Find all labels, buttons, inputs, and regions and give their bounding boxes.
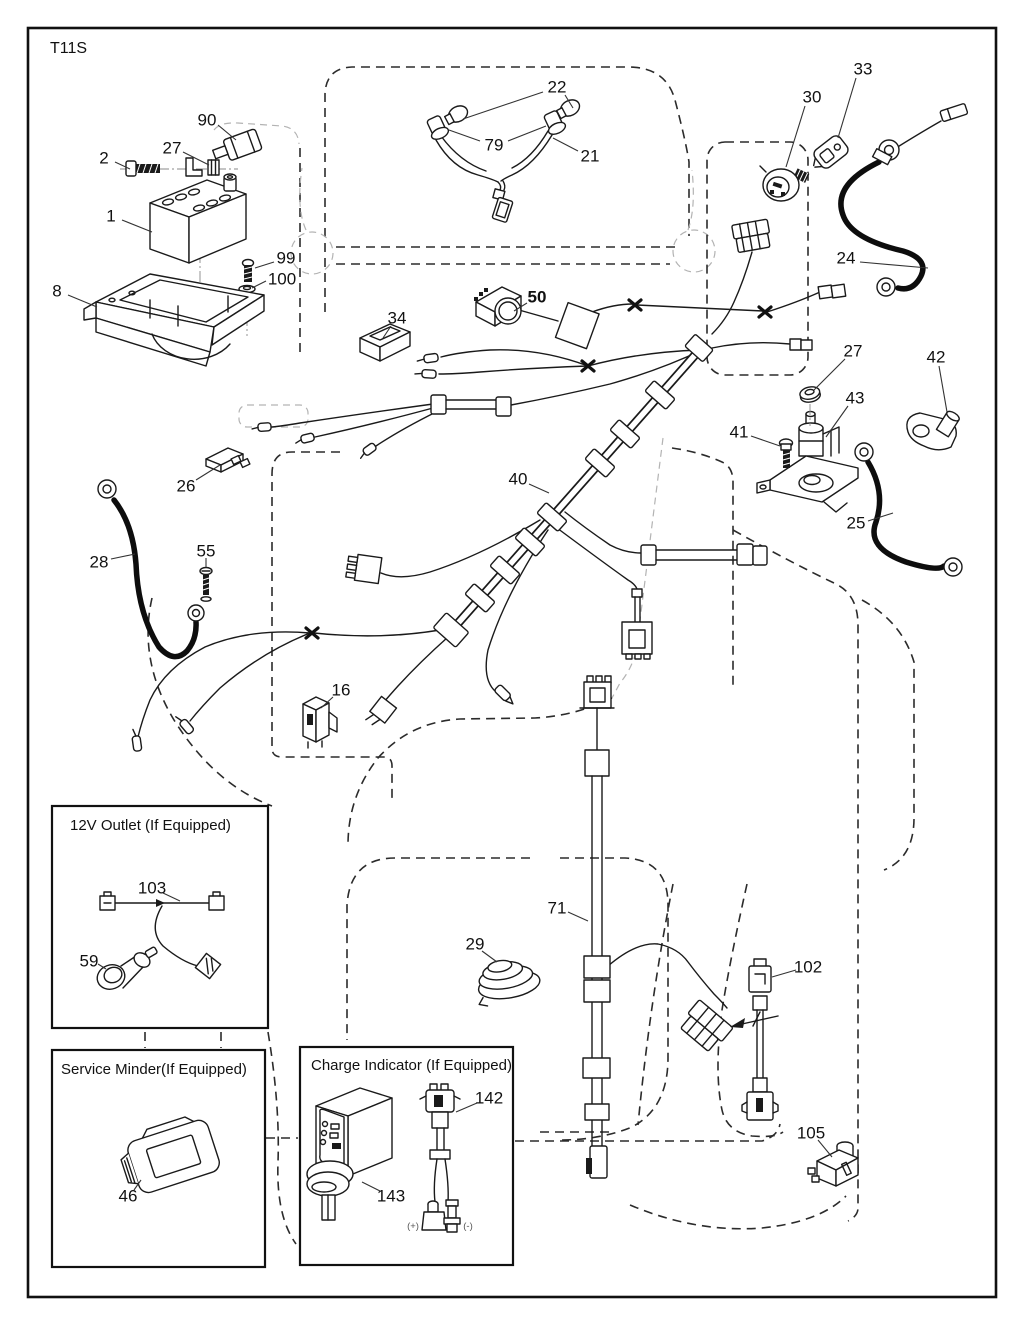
svg-text:43: 43 — [845, 388, 865, 408]
svg-text:16: 16 — [331, 680, 351, 700]
svg-text:100: 100 — [267, 269, 297, 289]
main-harness-40 — [433, 334, 713, 647]
headlight-harness — [425, 97, 583, 142]
callout-55 — [197, 542, 216, 568]
callout-102 — [772, 958, 822, 978]
svg-text:50: 50 — [527, 287, 547, 307]
svg-text:26: 26 — [176, 476, 196, 496]
svg-text:28: 28 — [89, 552, 109, 572]
terminal-boot-42 — [907, 409, 961, 449]
callout-33 — [838, 60, 872, 139]
fuse-26 — [206, 448, 250, 472]
svg-text:103: 103 — [137, 878, 167, 898]
callout-99 — [255, 249, 295, 269]
figure-code: T11S — [50, 40, 88, 57]
svg-text:30: 30 — [802, 87, 822, 107]
switch-105 — [808, 1142, 858, 1186]
callout-40 — [509, 470, 549, 494]
callout-21 — [553, 138, 599, 166]
inset-12v-outlet — [52, 806, 268, 1028]
bolt-99 — [243, 260, 254, 283]
battery-cable-25 — [855, 443, 962, 576]
callout-1 — [106, 207, 152, 233]
solenoid-43 — [757, 412, 858, 513]
svg-text:33: 33 — [853, 59, 873, 79]
connectors — [131, 189, 846, 752]
inset-charge-indicator — [300, 1047, 513, 1265]
stem-connector — [622, 589, 652, 659]
svg-text:55: 55 — [196, 541, 216, 561]
svg-text:99: 99 — [276, 248, 296, 268]
svg-text:29: 29 — [465, 934, 485, 954]
svg-text:1: 1 — [106, 206, 116, 226]
svg-text:41: 41 — [729, 422, 749, 442]
headlight-bulb-left — [443, 103, 470, 127]
svg-text:24: 24 — [836, 248, 856, 268]
service-minder-title: Service Minder(If Equipped) — [61, 1061, 247, 1078]
spade-terminal — [940, 103, 968, 121]
ignition-switch — [760, 166, 809, 201]
callout-26 — [177, 465, 220, 496]
svg-text:34: 34 — [387, 308, 407, 328]
svg-text:42: 42 — [926, 347, 946, 367]
callout-105 — [797, 1124, 832, 1158]
charge-indicator-title: Charge Indicator (If Equipped) — [311, 1057, 512, 1074]
ground-cable-28 — [98, 480, 204, 657]
interlock-switch-16 — [303, 697, 337, 748]
svg-text:90: 90 — [197, 110, 217, 130]
battery-cable-24 — [841, 103, 968, 296]
svg-text:21: 21 — [580, 146, 600, 166]
inline-fuse-a — [431, 395, 511, 416]
callout-100 — [252, 270, 296, 289]
polarity-positive-label: (+) — [407, 1221, 419, 1232]
battery-tray — [84, 274, 264, 366]
callout-27 — [814, 342, 862, 391]
horn-29 — [472, 954, 542, 1007]
callout-71 — [548, 899, 588, 922]
svg-text:27: 27 — [843, 341, 863, 361]
svg-text:2: 2 — [99, 148, 109, 168]
polarity-negative-label: (-) — [463, 1221, 473, 1232]
screw-55 — [200, 568, 212, 602]
svg-text:143: 143 — [376, 1186, 406, 1206]
callout-42 — [927, 348, 947, 413]
bolt-41 — [780, 439, 793, 468]
svg-text:102: 102 — [793, 957, 823, 977]
hour-meter-50 — [474, 287, 521, 326]
ignition-key — [807, 133, 850, 174]
three-prong-connector — [346, 553, 382, 583]
callout-79 — [449, 126, 546, 155]
nut-27-solenoid — [799, 385, 822, 426]
callout-28 — [90, 553, 135, 572]
switch-34 — [360, 324, 410, 361]
plate-connector — [555, 303, 599, 349]
svg-text:71: 71 — [547, 898, 567, 918]
12v-outlet-box — [52, 806, 268, 1028]
svg-text:46: 46 — [118, 1186, 138, 1206]
svg-text:59: 59 — [79, 951, 99, 971]
inline-fuse-b — [641, 544, 767, 565]
svg-text:25: 25 — [846, 513, 866, 533]
callout-29 — [466, 935, 497, 963]
callout-8 — [52, 282, 97, 308]
svg-text:105: 105 — [796, 1123, 826, 1143]
harness-71 — [580, 676, 733, 1178]
svg-text:22: 22 — [547, 77, 567, 97]
bolt-2 — [126, 161, 160, 176]
inset-service-minder — [52, 1050, 265, 1267]
svg-text:142: 142 — [474, 1088, 504, 1108]
12v-outlet-title: 12V Outlet (If Equipped) — [70, 817, 231, 834]
callout-16 — [321, 681, 350, 709]
svg-text:27: 27 — [162, 138, 182, 158]
svg-text:40: 40 — [508, 469, 528, 489]
callout-41 — [730, 423, 780, 447]
harness-71-connector — [678, 1000, 734, 1054]
svg-text:8: 8 — [52, 281, 62, 301]
nut-27-battery — [208, 160, 219, 175]
svg-text:79: 79 — [484, 135, 504, 155]
extension-102 — [730, 959, 778, 1120]
callout-43 — [826, 389, 864, 438]
callout-90 — [198, 111, 236, 141]
callout-25 — [847, 513, 893, 533]
